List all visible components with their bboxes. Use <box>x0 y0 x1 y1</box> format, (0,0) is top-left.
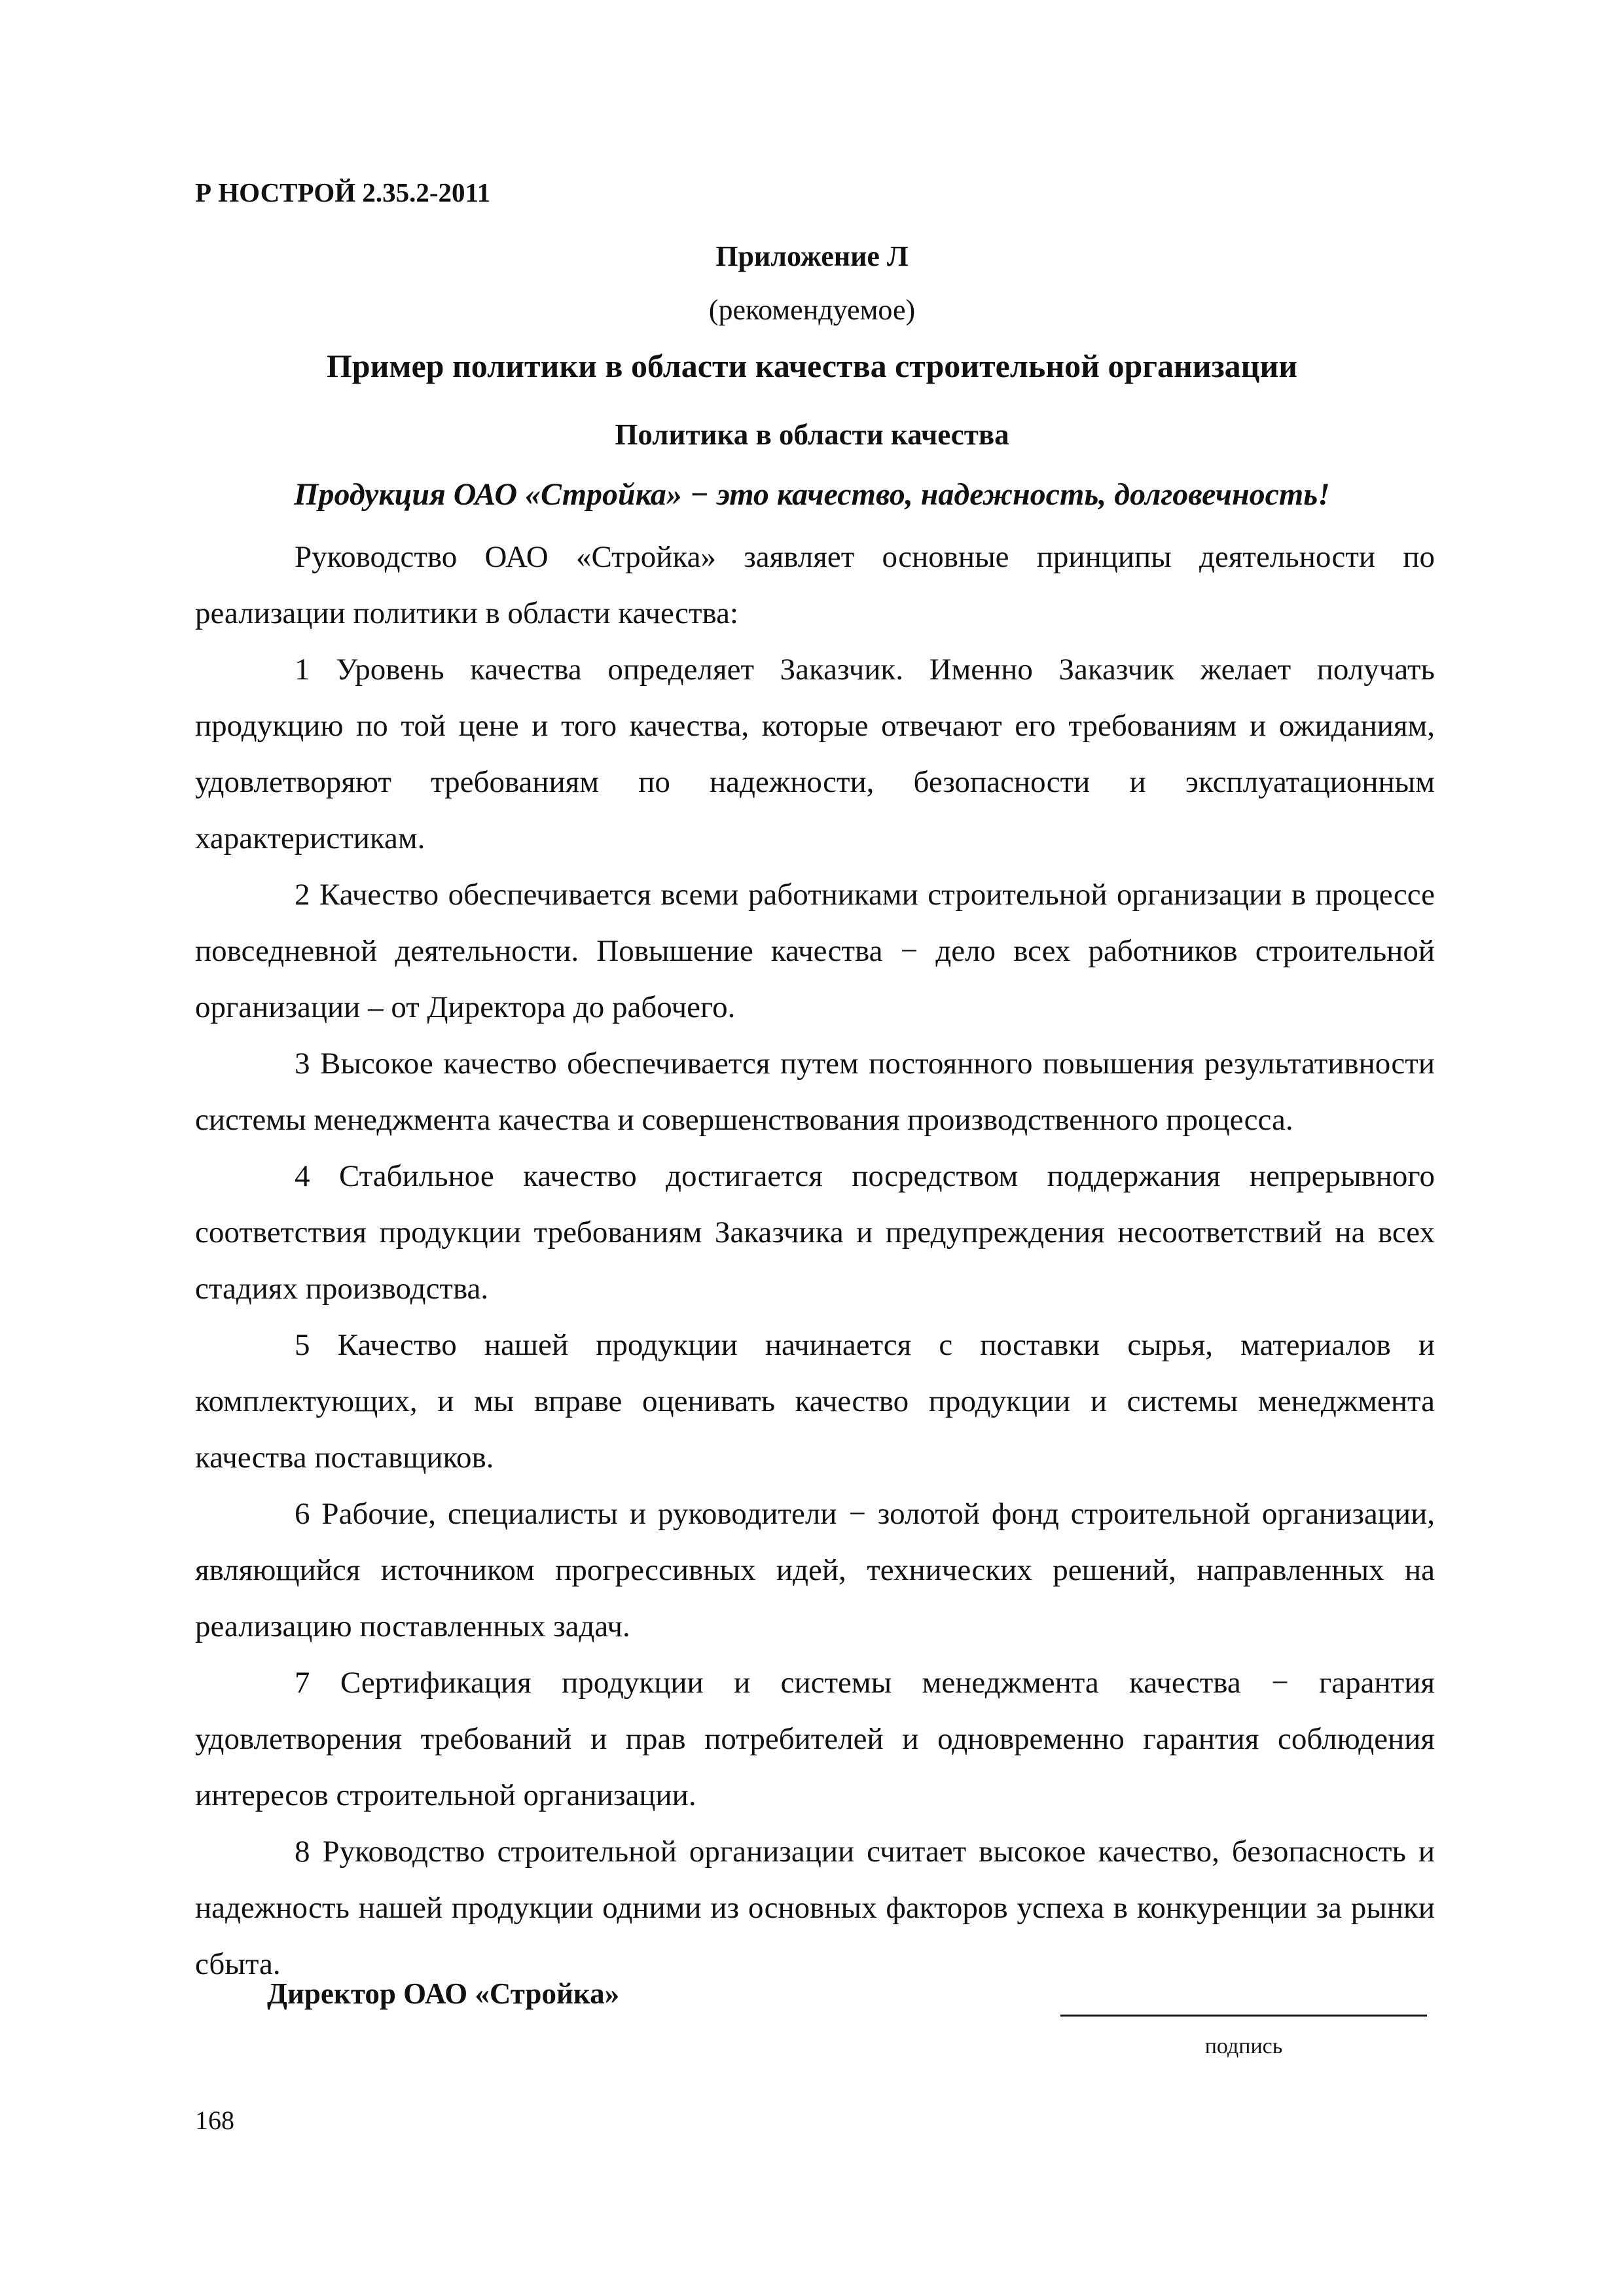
principle-paragraph: 8 Руководство строительной организации считает высокое качество, безопасность и надежность нашей продукции одними из основных факторов успеха в конкуренции за рынки сбыта. <box>195 1835 1435 1981</box>
intro-paragraph: Руководство ОАО «Стройка» заявляет основные принципы деятельности по реализации политики в области качества: <box>195 540 1435 630</box>
signature-line <box>1060 2015 1427 2017</box>
principle-paragraph: 2 Качество обеспечивается всеми работниками строительной организации в процессе повседневной деятельности. Повышение качества − дело всех работников строительной организации – от Директора до рабочего. <box>195 878 1435 1024</box>
signatory-position: Директор ОАО «Стройка» <box>267 1977 620 2010</box>
principle-paragraph: 4 Стабильное качество достигается посредством поддержания непрерывного соответствия продукции требованиям Заказчика и предупреждения несоответствий на всех стадиях производства. <box>195 1159 1435 1306</box>
policy-body <box>195 529 1435 1992</box>
principle-paragraph: 3 Высокое качество обеспечивается путем постоянного повышения результативности системы менеджмента качества и совершенствования производственного процесса. <box>195 1047 1435 1137</box>
page-title: Пример политики в области качества строительной организации <box>326 348 1298 384</box>
annex-label: Приложение Л <box>715 240 909 272</box>
section-subtitle: Политика в области качества <box>615 418 1009 451</box>
annex-type: (рекомендуемое) <box>708 294 916 326</box>
principle-paragraph: 1 Уровень качества определяет Заказчик. Именно Заказчик желает получать продукцию по той цене и того качества, которые отвечают его требованиям и ожиданиям, удовлетворяют требованиям по надежности, безопасности и эксплуатационным характеристикам. <box>195 653 1435 855</box>
principle-paragraph: 6 Рабочие, специалисты и руководители − золотой фонд строительной организации, являющийся источником прогрессивных идей, технических решений, направленных на реализацию поставленных задач. <box>195 1497 1435 1643</box>
document-code: Р НОСТРОЙ 2.35.2-2011 <box>195 177 491 207</box>
principle-paragraph: 5 Качество нашей продукции начинается с поставки сырья, материалов и комплектующих, и мы вправе оценивать качество продукции и системы менеджмента качества поставщиков. <box>195 1328 1435 1475</box>
slogan: Продукция ОАО «Стройка» − это качество, надежность, долговечность! <box>294 477 1330 512</box>
page-number: 168 <box>195 2106 234 2135</box>
signature-caption: подпись <box>1204 2034 1283 2058</box>
principle-paragraph: 7 Сертификация продукции и системы менеджмента качества − гарантия удовлетворения требований и прав потребителей и одновременно гарантия соблюдения интересов строительной организации. <box>195 1666 1435 1812</box>
